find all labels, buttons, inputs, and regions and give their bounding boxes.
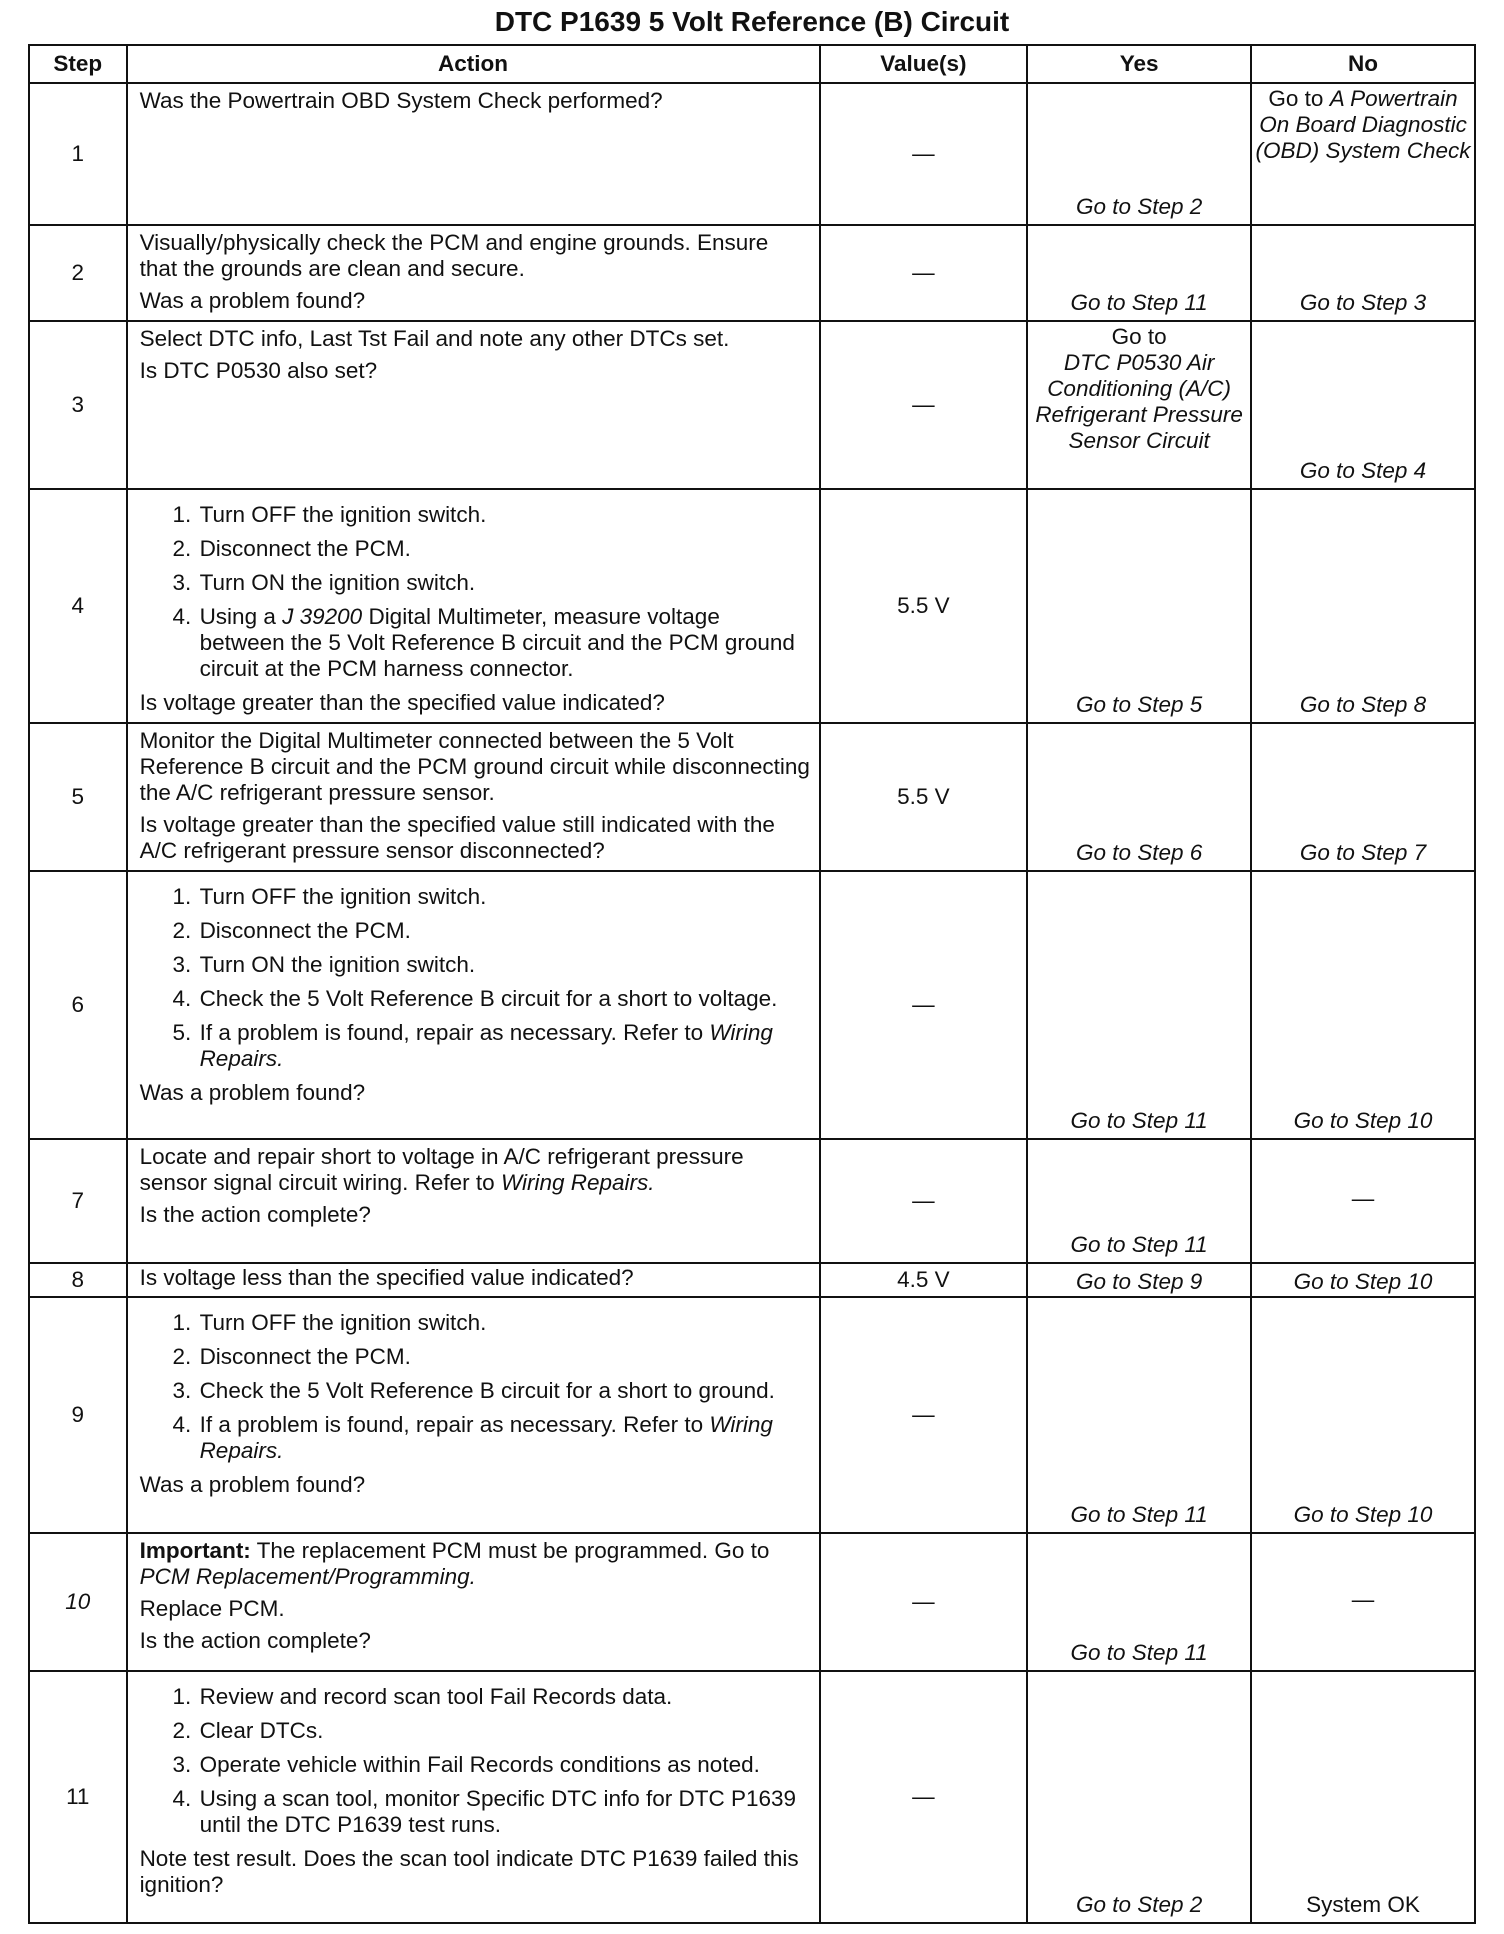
step-number: 5 [29,723,127,871]
table-row [29,1533,1475,1671]
yes-outcome: Go to Step 5 [1027,489,1251,723]
table-row [29,1297,1475,1533]
page-title: DTC P1639 5 Volt Reference (B) Circuit [494,6,1010,37]
no-outcome: Go to Step 8 [1251,489,1475,723]
action-steps [140,1684,811,1838]
step-number: 10 [29,1533,127,1671]
step-action [127,1139,820,1263]
action-step: 3. Operate vehicle within Fail Records conditions as noted. [198,1752,811,1778]
yes-outcome: Go to Step 11 [1027,1533,1251,1671]
no-outcome: — [1251,1139,1475,1263]
action-step: 1. Review and record scan tool Fail Records data. [198,1684,811,1710]
step-action [127,489,820,723]
no-outcome: Go to Step 10 [1251,1263,1475,1297]
yes-outcome: Go to Step 9 [1027,1263,1251,1297]
header-values: Value(s) [820,45,1028,83]
action-question: Is the action complete? [139,1628,371,1653]
step-number: 1 [29,83,127,225]
no-outcome: Go to Step 10 [1251,1297,1475,1533]
action-step: 4. Using a scan tool, monitor Specific DTC info for DTC P1639 until the DTC P1639 test runs. [198,1786,811,1838]
action-question: Is voltage greater than the specified value still indicated with the A/C refrigerant pressure sensor disconnected? [139,812,775,863]
no-target: A Powertrain On Board Diagnostic (OBD) System Check [1255,86,1471,163]
step-value: — [820,1671,1028,1923]
yes-outcome: Go to Step 11 [1027,1297,1251,1533]
action-steps [140,884,811,1072]
step-value: — [820,321,1028,489]
action-step: 1. Turn OFF the ignition switch. [198,1310,811,1336]
step-action [127,321,820,489]
yes-outcome: Go to Step 11 [1027,871,1251,1139]
action-question: Was a problem found? [139,1080,366,1105]
action-step: 4. Check the 5 Volt Reference B circuit for a short to voltage. [198,986,811,1012]
action-step: 3. Turn ON the ignition switch. [198,952,811,978]
step-value: — [820,1139,1028,1263]
yes-outcome [1027,321,1251,489]
table-row [29,723,1475,871]
step-value: — [820,83,1028,225]
action-step: 3. Turn ON the ignition switch. [198,570,811,596]
action-question: Is voltage less than the specified value indicated? [139,1265,634,1290]
step-number: 2 [29,225,127,321]
step-action [127,1297,820,1533]
action-steps [140,502,811,682]
wiring-repairs-reference: Wiring Repairs. [199,1412,773,1463]
wiring-repairs-reference: Wiring Repairs. [199,1020,773,1071]
step-value: — [820,871,1028,1139]
table-header-row [29,45,1475,83]
important-note: Important: The replacement PCM must be programmed. Go to PCM Replacement/Programming. [139,1538,770,1589]
table-row [29,489,1475,723]
action-step: 2. Disconnect the PCM. [198,536,811,562]
action-step: 5. If a problem is found, repair as necessary. Refer to Wiring Repairs. [198,1020,811,1072]
no-prefix: Go to [1268,86,1330,111]
table-row [29,1139,1475,1263]
action-step: 4. If a problem is found, repair as necessary. Refer to Wiring Repairs. [198,1412,811,1464]
no-outcome: — [1251,1533,1475,1671]
header-yes: Yes [1027,45,1251,83]
table-row [29,83,1475,225]
step-number: 6 [29,871,127,1139]
action-question: Was a problem found? [139,1472,366,1497]
yes-target: DTC P0530 Air Conditioning (A/C) Refrigerant Pressure Sensor Circuit [1035,350,1243,453]
action-text: Was the Powertrain OBD System Check performed? [139,88,663,113]
action-question: Note test result. Does the scan tool indicate DTC P1639 failed this ignition? [139,1846,799,1897]
header-step: Step [29,45,127,83]
table-row [29,871,1475,1139]
step-number: 8 [29,1263,127,1297]
action-step: 1. Turn OFF the ignition switch. [198,884,811,910]
action-question: Is the action complete? [139,1202,371,1227]
action-text: Monitor the Digital Multimeter connected between the 5 Volt Reference B circuit and the PCM ground circuit while disconnecting the A/C refrigerant pressure sensor. [139,728,810,805]
action-text: Locate and repair short to voltage in A/C refrigerant pressure sensor signal circuit wiring. Refer to Wiring Repairs. [139,1144,744,1195]
yes-outcome: Go to Step 2 [1027,1671,1251,1923]
no-outcome [1251,83,1475,225]
no-outcome: Go to Step 7 [1251,723,1475,871]
important-label: Important: [139,1538,251,1563]
step-action [127,1671,820,1923]
action-step: 2. Disconnect the PCM. [198,918,811,944]
step-number: 9 [29,1297,127,1533]
step-action [127,871,820,1139]
action-step: 2. Disconnect the PCM. [198,1344,811,1370]
action-step: 2. Clear DTCs. [198,1718,811,1744]
step-action [127,225,820,321]
yes-outcome: Go to Step 6 [1027,723,1251,871]
no-outcome: Go to Step 3 [1251,225,1475,321]
step-number: 11 [29,1671,127,1923]
step-value: 5.5 V [820,489,1028,723]
diagnostic-table [28,44,1476,1924]
action-text: Replace PCM. [139,1596,285,1621]
pcm-programming-reference: PCM Replacement/Programming. [139,1564,476,1589]
wiring-repairs-reference: Wiring Repairs. [500,1170,655,1195]
action-text: Visually/physically check the PCM and engine grounds. Ensure that the grounds are clean and secure. [139,230,769,281]
action-text: Select DTC info, Last Tst Fail and note any other DTCs set. [139,326,730,351]
yes-outcome: Go to Step 11 [1027,225,1251,321]
yes-prefix: Go to [1111,324,1167,349]
header-no: No [1251,45,1475,83]
step-action [127,1263,820,1297]
step-number: 3 [29,321,127,489]
step-value: 5.5 V [820,723,1028,871]
step-value: 4.5 V [820,1263,1028,1297]
action-step: 3. Check the 5 Volt Reference B circuit for a short to ground. [198,1378,811,1404]
table-row [29,321,1475,489]
step-action [127,723,820,871]
no-outcome: Go to Step 4 [1251,321,1475,489]
tool-reference: J 39200 [282,604,363,629]
step-number: 4 [29,489,127,723]
step-value: — [820,225,1028,321]
yes-outcome: Go to Step 11 [1027,1139,1251,1263]
step-value: — [820,1533,1028,1671]
yes-outcome: Go to Step 2 [1027,83,1251,225]
action-steps [140,1310,811,1464]
action-question: Is voltage greater than the specified value indicated? [139,690,665,715]
table-row [29,1263,1475,1297]
no-outcome: Go to Step 10 [1251,871,1475,1139]
step-number: 7 [29,1139,127,1263]
step-action [127,1533,820,1671]
no-outcome: System OK [1251,1671,1475,1923]
action-question: Was a problem found? [139,288,366,313]
step-value: — [820,1297,1028,1533]
action-step: 4. Using a J 39200 Digital Multimeter, measure voltage between the 5 Volt Reference B circuit and the PCM ground circuit at the PCM harness connector. [198,604,811,682]
table-row [29,1671,1475,1923]
action-question: Is DTC P0530 also set? [139,358,378,383]
step-action [127,83,820,225]
header-action: Action [127,45,820,83]
action-step: 1. Turn OFF the ignition switch. [198,502,811,528]
table-row [29,225,1475,321]
